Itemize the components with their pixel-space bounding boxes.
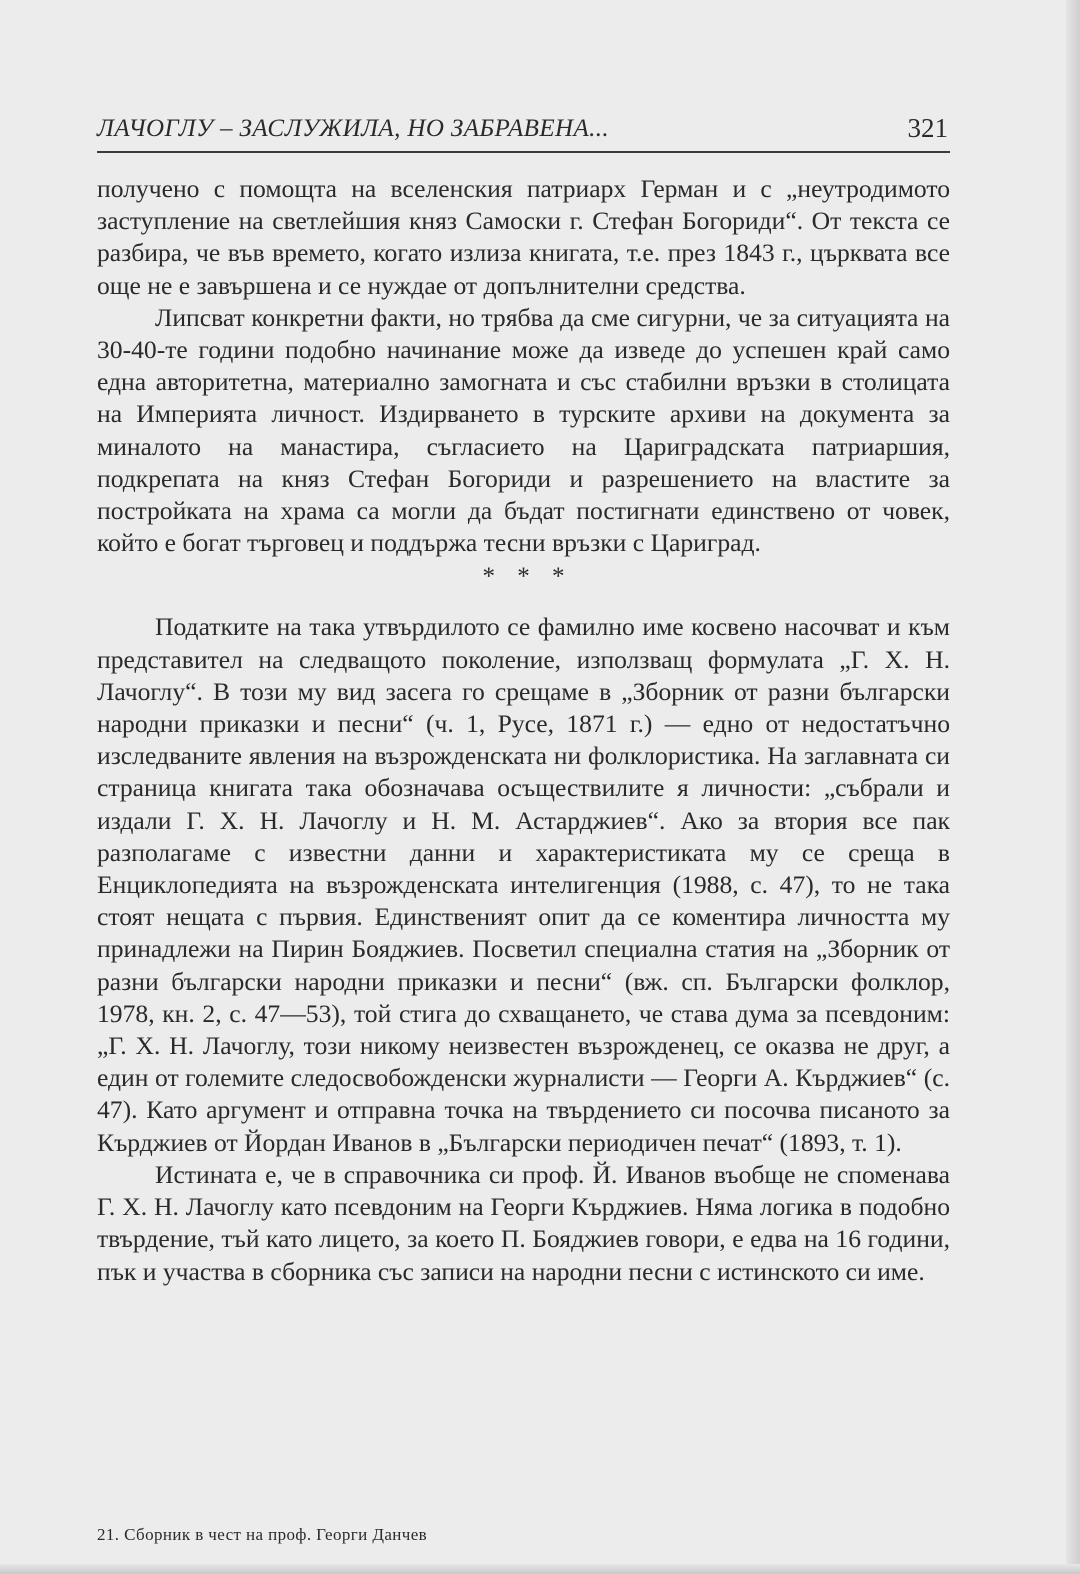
paragraph-4: Истината е, че в справочника си проф. Й. Иванов въобще не споменава Г. Х. Н. Лачоглу като псевдоним на Георги Кърджиев. Няма логика в подобно твърдение, тъй като лицето, за което П. Бояджиев говори, е едва на 16 години, пък и участва в сборника със записи на народни песни с истинското си име. bbox=[97, 1159, 950, 1286]
signature-line: 21. Сборник в чест на проф. Георги Данчев bbox=[97, 1525, 428, 1544]
paragraph-1: получено с помощта на вселенския патриарх Герман и с „неутродимото заступление на светлейшия княз Самоски г. Стефан Богориди“. От текста се разбира, че във времето, когато излиза книгата, т.е. през 1843 г., църквата все още не е завършена и се нуждае от допълнителни средства. bbox=[97, 174, 950, 300]
paragraph-2: Липсват конкретни факти, но трябва да сме сигурни, че за ситуацията на 30-40-те години подобно начинание може да изведе до успешен край само една авторитетна, материално замогната и със стабилни връзки в столицата на Империята личност. Издирването в турските архиви на документа за миналото на манастира, съгласието на Цариградската патриаршия, подкрепата на княз Стефан Богориди и разрешението на властите за постройката на храма са могли да бъдат постигнати единствено от човек, който е богат търговец и поддържа тесни връзки с Цариград. bbox=[97, 302, 950, 558]
page-number: 321 bbox=[907, 113, 948, 143]
running-title: ЛАЧОГЛУ – ЗАСЛУЖИЛА, НО ЗАБРАВЕНА... bbox=[97, 115, 610, 142]
paragraph-3: Податките на така утвърдилото се фамилно име косвено насочват и към представител на следващото поколение, използващ формулата „Г. Х. Н. Лачоглу“. В този му вид засега го срещаме в „Зборник от разни български народни приказки и песни“ (ч. 1, Русе, 1871 г.) — едно от недостатъчно изследваните явления на възрожденската ни фолклористика. На заглавната си страница книгата така обозначава осъществилите я личности: „събрали и издали Г. Х. Н. Лачоглу и Н. М. Астарджиев“. Ако за втория все пак разполагаме с известни данни и характеристиката му се среща в Енциклопедията на възрожденската интелигенция (1988, с. 47), то не така стоят нещата с първия. Единственият опит да се коментира личността му принадлежи на Пирин Бояджиев. Посветил специална статия на „Зборник от разни български народни приказки и песни“ (вж. сп. Български фолклор, 1978, кн. 2, с. 47—53), той стига до схващането, че става дума за псевдоним: „Г. Х. Н. Лачоглу, този никому неизвестен възрожденец, се оказва не друг, а един от големите следосвобожденски журналисти — Георги А. Кърджиев“ (с. 47). Като аргумент и отправна точка на твърдението си посочва писаното за Кърджиев от Йордан Иванов в „Български периодичен печат“ (1893, т. 1). bbox=[97, 612, 950, 1157]
page-bottom-shadow bbox=[0, 1564, 1080, 1574]
page-edge-shadow bbox=[1066, 0, 1080, 1574]
running-header bbox=[97, 111, 950, 153]
section-separator: * * * bbox=[482, 563, 573, 591]
body-text bbox=[97, 173, 950, 1288]
